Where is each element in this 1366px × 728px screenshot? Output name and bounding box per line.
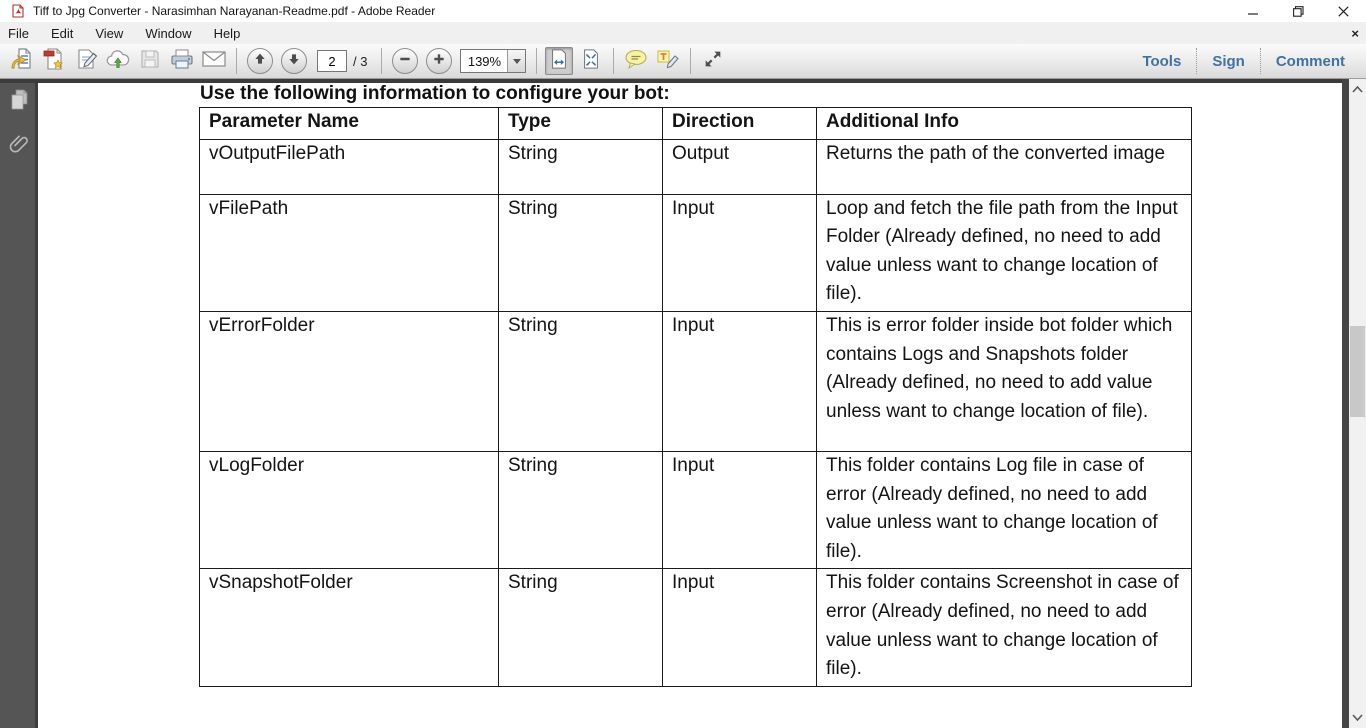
cell-type: String — [499, 194, 663, 311]
cell-direction: Input — [663, 569, 817, 686]
restore-button[interactable] — [1276, 0, 1321, 22]
cell-type: String — [499, 311, 663, 451]
toolbar-separator — [690, 48, 691, 74]
open-file-button[interactable] — [8, 47, 36, 75]
header-parameter-name: Parameter Name — [200, 108, 499, 140]
adobe-reader-app-icon — [11, 4, 25, 18]
cell-param: vLogFolder — [200, 451, 499, 568]
cell-info: This folder contains Log file in case of error (Already defined, no need to add value unless want to change location of file). — [817, 451, 1192, 568]
cell-direction: Input — [663, 451, 817, 568]
sign-pane-button[interactable]: Sign — [1212, 52, 1245, 70]
zoom-level-value: 139% — [467, 53, 502, 69]
title-bar — [0, 0, 1366, 22]
table-row — [200, 451, 1192, 568]
zoom-out-icon — [397, 51, 413, 72]
menu-item-help[interactable]: Help — [213, 25, 241, 41]
attachments-button[interactable] — [7, 132, 31, 158]
cell-type: String — [499, 569, 663, 686]
fit-page-button[interactable] — [577, 47, 605, 75]
menu-item-window[interactable]: Window — [145, 25, 192, 41]
cloud-upload-icon — [105, 47, 131, 76]
zoom-dropdown-button[interactable] — [507, 50, 525, 72]
scroll-up-button[interactable] — [1349, 81, 1366, 98]
scroll-down-button[interactable] — [1349, 709, 1366, 726]
window-controls — [1231, 0, 1366, 22]
pdf-page — [38, 79, 1342, 728]
minimize-button[interactable] — [1231, 0, 1276, 22]
header-direction: Direction — [663, 108, 817, 140]
cell-info: This is error folder inside bot folder which contains Logs and Snapshots folder (Already defined, no need to add value unless want to change location of file). — [817, 311, 1192, 451]
previous-page-icon — [252, 51, 268, 72]
toolbar-separator — [613, 48, 614, 74]
page-thumbnails-icon — [7, 87, 31, 118]
close-button[interactable] — [1321, 0, 1366, 22]
page-heading: Use the following information to configure your bot: — [200, 83, 670, 104]
cell-param: vErrorFolder — [200, 311, 499, 451]
open-file-icon — [10, 47, 34, 76]
zoom-in-button[interactable] — [426, 48, 452, 74]
page-top-gap — [0, 79, 1349, 83]
zoom-out-button[interactable] — [392, 48, 418, 74]
fit-width-button[interactable] — [545, 47, 573, 75]
cell-param: vSnapshotFolder — [200, 569, 499, 686]
scrollbar-thumb[interactable] — [1350, 326, 1365, 417]
menu-item-file[interactable]: File — [8, 25, 29, 41]
zoom-in-icon — [431, 51, 447, 72]
cell-info: Loop and fetch the file path from the Input Folder (Already defined, no need to add value unless want to change location of file). — [817, 194, 1192, 311]
next-page-button[interactable] — [281, 48, 307, 74]
previous-page-button[interactable] — [247, 48, 273, 74]
fill-sign-button[interactable] — [72, 47, 100, 75]
sign-document-icon — [74, 47, 98, 76]
header-type: Type — [499, 108, 663, 140]
table-row — [200, 569, 1192, 686]
header-additional-info: Additional Info — [817, 108, 1192, 140]
email-icon — [201, 47, 227, 76]
fit-page-icon — [580, 47, 602, 76]
page-total-label: / 3 — [353, 53, 368, 69]
highlight-text-button[interactable] — [654, 47, 682, 75]
table-row — [200, 194, 1192, 311]
page-right-gap — [1342, 79, 1349, 728]
cell-direction: Output — [663, 139, 817, 194]
cell-info: Returns the path of the converted image — [817, 139, 1192, 194]
toolbar-right-panel — [1127, 44, 1360, 78]
email-button[interactable] — [200, 47, 228, 75]
cell-direction: Input — [663, 194, 817, 311]
next-page-icon — [286, 51, 302, 72]
toolbar-separator — [236, 48, 237, 74]
comment-bubble-icon — [623, 47, 649, 76]
chevron-down-icon — [513, 59, 521, 64]
attachments-paperclip-icon — [7, 130, 31, 161]
cloud-upload-button[interactable] — [104, 47, 132, 75]
sticky-note-button[interactable] — [622, 47, 650, 75]
page-number-input[interactable] — [317, 50, 347, 72]
navigation-sidebar — [0, 79, 38, 728]
create-pdf-button[interactable] — [40, 47, 68, 75]
menu-item-edit[interactable]: Edit — [50, 25, 74, 41]
vertical-scrollbar[interactable] — [1349, 79, 1366, 728]
cell-direction: Input — [663, 311, 817, 451]
table-row — [200, 311, 1192, 451]
document-area — [0, 79, 1366, 728]
save-button[interactable] — [136, 47, 164, 75]
zoom-level-combo[interactable] — [460, 49, 526, 73]
cell-param: vFilePath — [200, 194, 499, 311]
tools-pane-button[interactable]: Tools — [1142, 52, 1182, 70]
text-annotation-icon — [655, 47, 681, 76]
print-button[interactable] — [168, 47, 196, 75]
cell-info: This folder contains Screenshot in case of error (Already defined, no need to add value unless want to change location of file). — [817, 569, 1192, 686]
close-document-icon[interactable]: × — [1351, 25, 1359, 41]
create-pdf-icon — [42, 47, 66, 76]
fit-width-icon — [548, 47, 570, 76]
toolbar-separator — [536, 48, 537, 74]
save-icon — [138, 47, 162, 76]
parameters-table — [199, 107, 1192, 687]
cell-type: String — [499, 451, 663, 568]
toolbar-separator — [381, 48, 382, 74]
table-row — [200, 139, 1192, 194]
menu-item-view[interactable]: View — [95, 25, 124, 41]
cell-type: String — [499, 139, 663, 194]
table-header-row — [200, 108, 1192, 140]
print-icon — [169, 47, 195, 76]
page-thumbnails-button[interactable] — [7, 89, 31, 115]
fullscreen-icon — [702, 48, 724, 75]
fullscreen-button[interactable] — [699, 47, 727, 75]
menu-bar — [0, 22, 1366, 44]
comment-pane-button[interactable]: Comment — [1275, 52, 1345, 70]
cell-param: vOutputFilePath — [200, 139, 499, 194]
window-title: Tiff to Jpg Converter - Narasimhan Narayanan-Readme.pdf - Adobe Reader — [33, 4, 436, 18]
toolbar — [0, 44, 1366, 79]
